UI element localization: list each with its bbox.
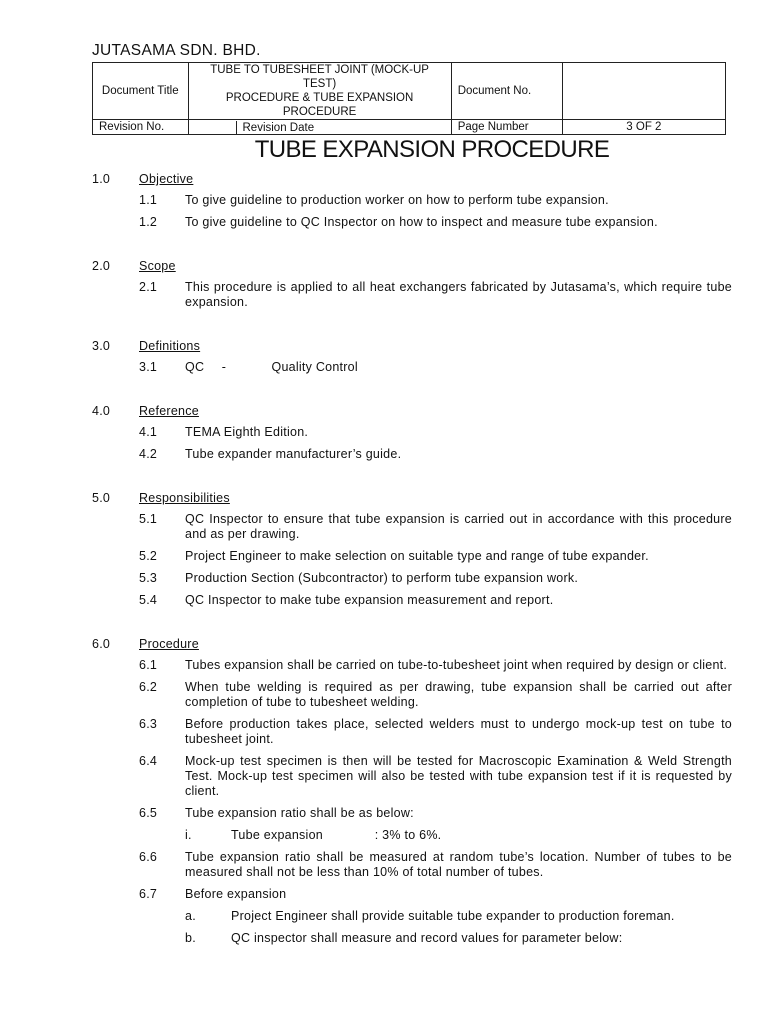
- page-number-label: Page Number: [451, 120, 562, 135]
- item-text: Mock-up test specimen is then will be tested for Macroscopic Examination & Weld Strength Test. Mock-up test specimen will also be tested with tube expansion test if it is requested by client.: [185, 754, 732, 798]
- page-title: TUBE EXPANSION PROCEDURE: [254, 136, 610, 163]
- item-text: Before production takes place, selected welders must to undergo mock-up test on tube to tubesheet joint.: [185, 717, 732, 746]
- item-number: 3.1: [139, 360, 158, 374]
- list-item: [139, 655, 732, 677]
- section-title: Definitions: [139, 339, 201, 353]
- item-number: 6.6: [139, 850, 158, 864]
- list-item: [139, 509, 732, 546]
- section-number: 1.0: [92, 172, 111, 186]
- item-text: Tube expansion ratio shall be as below:: [185, 806, 414, 820]
- revision-date-label: Revision Date: [242, 121, 315, 134]
- list-item: [139, 277, 732, 314]
- item-text: To give guideline to production worker on how to perform tube expansion.: [185, 193, 609, 207]
- section-number: 5.0: [92, 491, 111, 505]
- item-number: 5.1: [139, 512, 158, 526]
- section-responsibilities: [92, 487, 732, 612]
- section-objective: [92, 168, 732, 234]
- sub-item-number: a.: [185, 909, 196, 923]
- sub-list-item: [185, 906, 732, 928]
- sub-item-label: Tube expansion: [231, 828, 323, 842]
- sub-list-item: [185, 928, 732, 950]
- item-number: 5.2: [139, 549, 158, 563]
- item-text: When tube welding is required as per drawing, tube expansion shall be carried out after completion of tube to tubesheet welding.: [185, 680, 732, 709]
- item-number: 6.7: [139, 887, 158, 901]
- doc-title-line-2: PROCEDURE & TUBE EXPANSION: [225, 92, 414, 104]
- company-name: JUTASAMA SDN. BHD.: [92, 42, 261, 59]
- item-text: Before expansion: [185, 887, 287, 901]
- revision-date-cell: [188, 120, 451, 135]
- doc-title-label: Document Title: [93, 63, 189, 120]
- doc-title-line-3: PROCEDURE: [282, 106, 357, 118]
- item-text: QC Inspector to make tube expansion measurement and report.: [185, 593, 554, 607]
- list-item: [139, 803, 732, 825]
- section-scope: [92, 255, 732, 314]
- list-item: [139, 751, 732, 803]
- item-number: 1.2: [139, 215, 158, 229]
- doc-title-value: [188, 63, 451, 120]
- doc-no-value: [562, 63, 725, 120]
- section-definitions: [92, 335, 732, 379]
- list-item: [139, 847, 732, 884]
- item-number: 6.2: [139, 680, 158, 694]
- item-text: TEMA Eighth Edition.: [185, 425, 309, 439]
- section-number: 2.0: [92, 259, 111, 273]
- list-item: [139, 212, 732, 234]
- section-title: Scope: [139, 259, 176, 273]
- section-title: Reference: [139, 404, 199, 418]
- section-title: Procedure: [139, 637, 199, 651]
- list-item: [139, 357, 732, 379]
- item-text: To give guideline to QC Inspector on how to inspect and measure tube expansion.: [185, 215, 658, 229]
- item-text: This procedure is applied to all heat exchangers fabricated by Jutasama’s, which require tube expansion.: [185, 280, 732, 309]
- document-header-table: [92, 62, 726, 135]
- list-item: [139, 422, 732, 444]
- list-item: [139, 884, 732, 906]
- revision-no-label: Revision No.: [93, 120, 189, 135]
- sub-item-value: : 3% to 6%.: [374, 828, 442, 842]
- list-item: [139, 590, 732, 612]
- item-number: 6.5: [139, 806, 158, 820]
- sub-item-text: Project Engineer shall provide suitable tube expander to production foreman.: [231, 909, 675, 923]
- item-number: 1.1: [139, 193, 158, 207]
- item-number: 5.4: [139, 593, 158, 607]
- page-number-value: 3 OF 2: [562, 120, 725, 135]
- revision-no-value: [189, 121, 237, 134]
- document-body: [92, 168, 732, 950]
- item-text: Production Section (Subcontractor) to perform tube expansion work.: [185, 571, 579, 585]
- definition-text: Quality Control: [271, 360, 358, 374]
- list-item: [139, 568, 732, 590]
- definition-abbreviation: QC: [185, 360, 205, 374]
- list-item: [139, 677, 732, 714]
- list-item: [139, 546, 732, 568]
- item-text: Tube expander manufacturer’s guide.: [185, 447, 402, 461]
- list-item: [139, 444, 732, 466]
- item-number: 5.3: [139, 571, 158, 585]
- list-item: [139, 714, 732, 751]
- item-text: QC Inspector to ensure that tube expansion is carried out in accordance with this procedure and as per drawing.: [185, 512, 732, 541]
- sub-item-number: b.: [185, 931, 196, 945]
- doc-no-label: Document No.: [451, 63, 562, 120]
- section-procedure: [92, 633, 732, 950]
- item-number: 4.1: [139, 425, 158, 439]
- definition-dash: -: [221, 360, 227, 374]
- section-number: 4.0: [92, 404, 111, 418]
- list-item: [139, 190, 732, 212]
- sub-list-item: [185, 825, 732, 847]
- item-text: Tube expansion ratio shall be measured at random tube’s location. Number of tubes to be measured shall not be less than 10% of total number of tubes.: [185, 850, 732, 879]
- section-title: Responsibilities: [139, 491, 230, 505]
- section-number: 3.0: [92, 339, 111, 353]
- sub-item-text: QC inspector shall measure and record values for parameter below:: [231, 931, 623, 945]
- section-title: Objective: [139, 172, 194, 186]
- item-number: 6.3: [139, 717, 158, 731]
- doc-title-line-1: TUBE TO TUBESHEET JOINT (MOCK-UP TEST): [210, 64, 429, 90]
- item-number: 6.4: [139, 754, 158, 768]
- sub-item-number: i.: [185, 828, 192, 842]
- item-text: Tubes expansion shall be carried on tube-to-tubesheet joint when required by design or client.: [185, 658, 728, 672]
- item-number: 4.2: [139, 447, 158, 461]
- item-number: 2.1: [139, 280, 158, 294]
- item-number: 6.1: [139, 658, 158, 672]
- section-reference: [92, 400, 732, 466]
- section-number: 6.0: [92, 637, 111, 651]
- item-text: Project Engineer to make selection on suitable type and range of tube expander.: [185, 549, 649, 563]
